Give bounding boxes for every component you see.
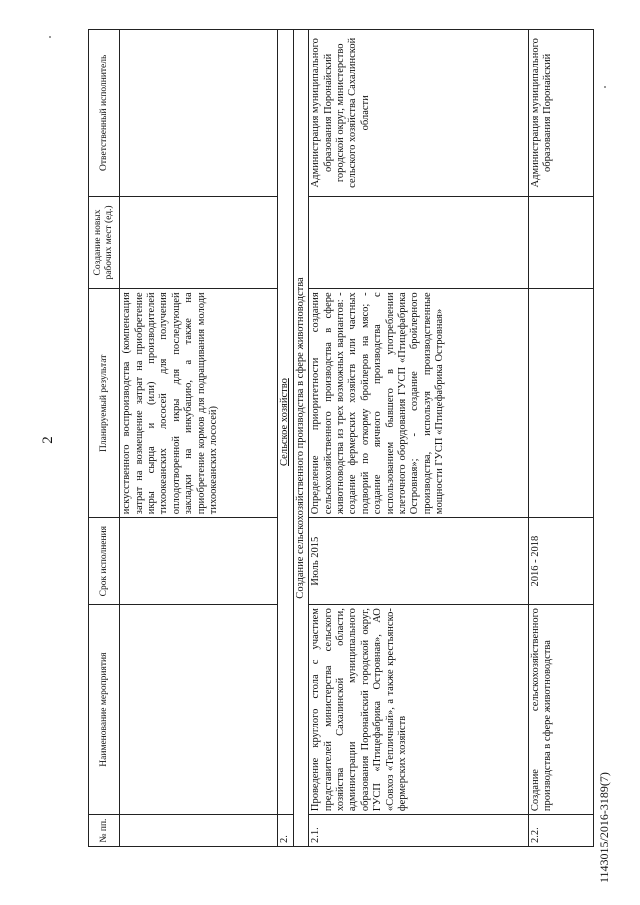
section-num: 2. (278, 815, 294, 847)
cell-name: Проведение круглого стола с участием представителей министерства сельского хозяйства Сахалинской области, администрации муниципального образования Поронайский городской округ, ГУСП «Птицефабрика Островная», АО «Совхоз «Тепличный», а также крестьянско-фермерских хозяйств (309, 605, 528, 815)
header-responsible: Ответственный исполнитель (89, 30, 120, 197)
cell-result (528, 289, 593, 518)
cell-num (120, 815, 278, 847)
subsection-row (293, 30, 309, 847)
cell-name: Создание сельскохозяйственного производства в сфере животноводства (528, 605, 593, 815)
cell-term (120, 518, 278, 605)
page-number: 2 (40, 436, 56, 444)
cell-result: искусственного воспроизводства (компенсация затрат на возмещение затрат на приобретение икры сырца и (или) производителей тихоокеанских лососей для получения оплодотворенной икры для последующей закладки на инкубацию, а также на приобретение кормов для подращивания молоди тихоокеанских лососей) (120, 289, 278, 518)
cell-jobs (528, 196, 593, 289)
header-name: Наименование мероприятия (89, 605, 120, 815)
header-result: Планируемый результат (89, 289, 120, 518)
header-term: Срок исполнения (89, 518, 120, 605)
cell-jobs (120, 196, 278, 289)
header-jobs: Создание новых рабочих мест (ед.) (89, 196, 120, 289)
table-row (528, 30, 593, 847)
cell-jobs (309, 196, 528, 289)
cell-num: 2.1. (309, 815, 528, 847)
cell-result: Определение приоритетности создания сельскохозяйственного производства в сфере животноводства из трех возможных вариантов: - создание фермерских хозяйств или частных подворий по откорму бройлеров на мясо; - создание яичного производства с использованием бывшего в употреблении клеточного оборудования ГУСП «Птицефабрика Островная»; - создание бройлерного производства, используя производственные мощности ГУСП «Птицефабрика Островная» (309, 289, 528, 518)
action-plan-table (88, 29, 594, 847)
cell-responsible (120, 30, 278, 197)
cell-responsible: Администрация муниципального образования Поронайский (528, 30, 593, 197)
cell-name (120, 605, 278, 815)
section-title: Сельское хозяйство (278, 30, 294, 815)
table-row (120, 30, 278, 847)
subsection-title: Создание сельскохозяйственного производства в сфере животноводства (293, 30, 309, 847)
table-header-row (89, 30, 120, 847)
header-num: № пп. (89, 815, 120, 847)
cell-num: 2.2. (528, 815, 593, 847)
cell-responsible: Администрация муниципального образования Поронайский городской округ, министерство сельского хозяйства Сахалинской области (309, 30, 528, 197)
table-row (309, 30, 528, 847)
document-code: 1143015/2016-3189(7) (597, 772, 611, 883)
cell-term: Июль 2015 (309, 518, 528, 605)
cell-term: 2016 - 2018 (528, 518, 593, 605)
section-row (278, 30, 294, 847)
